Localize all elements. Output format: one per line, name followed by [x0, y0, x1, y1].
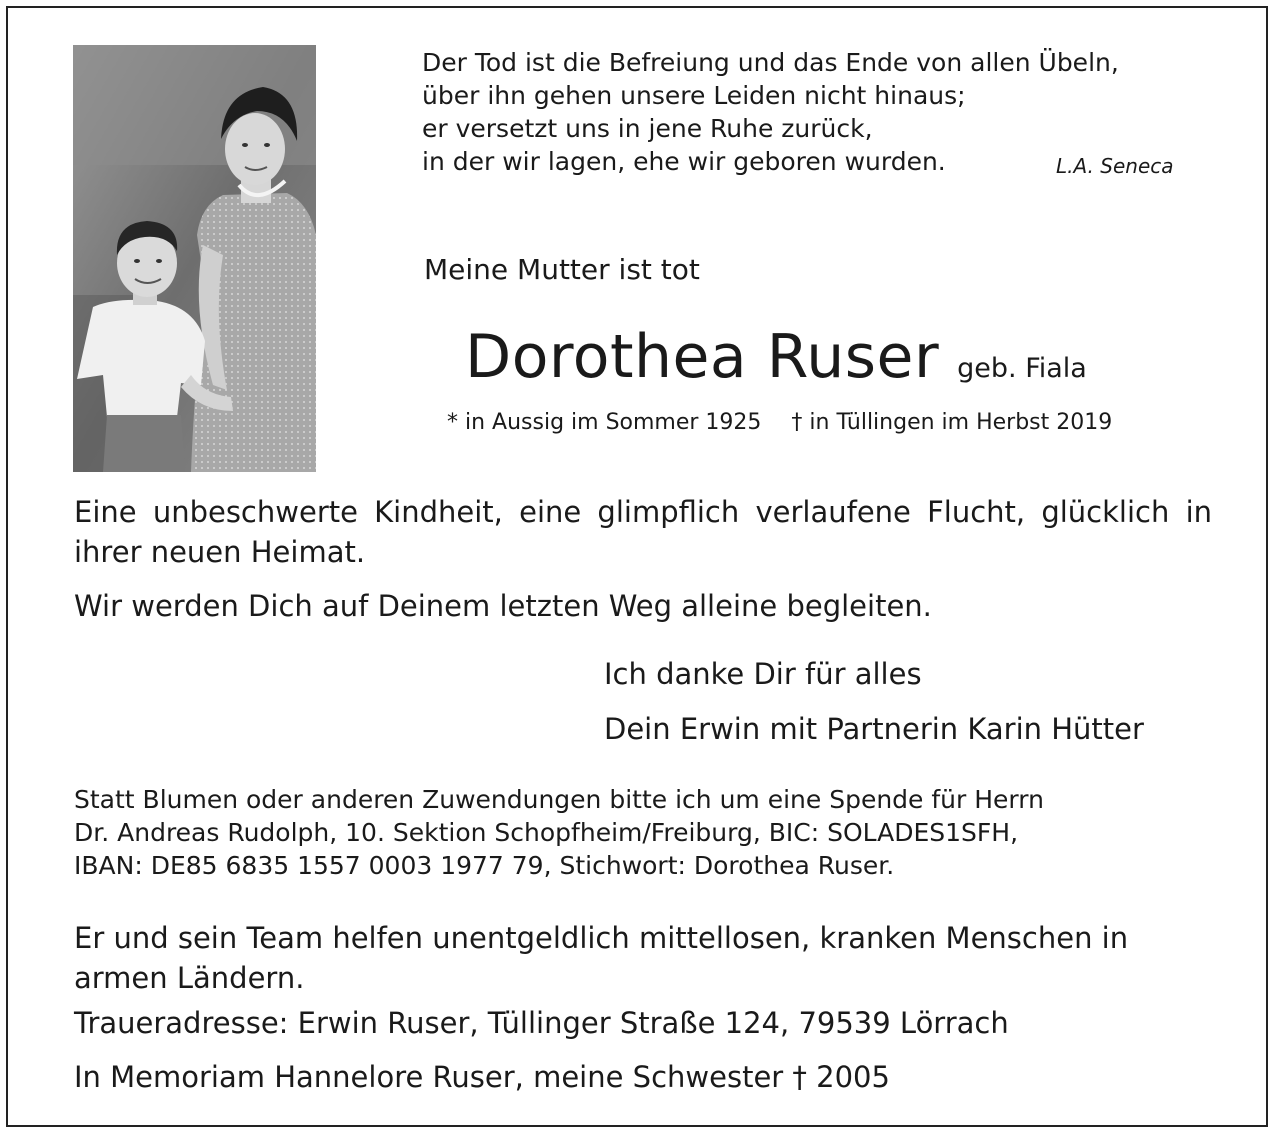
deceased-name-block	[465, 322, 1087, 392]
in-memoriam: In Memoriam Hannelore Ruser, meine Schwester † 2005	[74, 1060, 890, 1094]
life-summary: Eine unbeschwerte Kindheit, eine glimpflich verlaufene Flucht, glücklich in ihrer neuen Heimat.	[74, 495, 1212, 569]
quote-line: über ihn gehen unsere Leiden nicht hinaus;	[422, 81, 966, 110]
quote-line: in der wir lagen, ehe wir geboren wurden.	[422, 147, 946, 176]
epitaph-quote	[422, 46, 1212, 178]
quote-line: er versetzt uns in jene Ruhe zurück,	[422, 114, 873, 143]
farewell-text: Wir werden Dich auf Deinem letzten Weg alleine begleiten.	[74, 589, 932, 623]
team-note: Er und sein Team helfen unentgeldlich mittellosen, kranken Menschen in armen Ländern.	[74, 921, 1129, 995]
signature: Dein Erwin mit Partnerin Karin Hütter	[604, 712, 1144, 746]
maiden-name: geb. Fiala	[957, 353, 1087, 384]
thanks-text: Ich danke Dir für alles	[604, 657, 922, 691]
birth-date: * in Aussig im Sommer 1925	[447, 410, 762, 435]
donation-line: Dr. Andreas Rudolph, 10. Sektion Schopfheim/Freiburg, BIC: SOLADES1SFH,	[74, 818, 1019, 847]
donation-line: Statt Blumen oder anderen Zuwendungen bitte ich um eine Spende für Herrn	[74, 785, 1044, 814]
quote-line: Der Tod ist die Befreiung und das Ende von allen Übeln,	[422, 48, 1119, 77]
life-dates	[447, 410, 1112, 435]
death-date: † in Tüllingen im Herbst 2019	[791, 410, 1113, 435]
memorial-photo	[73, 45, 316, 472]
deceased-name: Dorothea Ruser	[465, 322, 940, 392]
donation-line: IBAN: DE85 6835 1557 0003 1977 79, Stichwort: Dorothea Ruser.	[74, 851, 895, 880]
mourning-address: Traueradresse: Erwin Ruser, Tüllinger Straße 124, 79539 Lörrach	[74, 1006, 1009, 1040]
quote-author: L.A. Seneca	[1056, 154, 1174, 178]
donation-request	[74, 783, 1224, 882]
intro-line: Meine Mutter ist tot	[424, 253, 700, 286]
